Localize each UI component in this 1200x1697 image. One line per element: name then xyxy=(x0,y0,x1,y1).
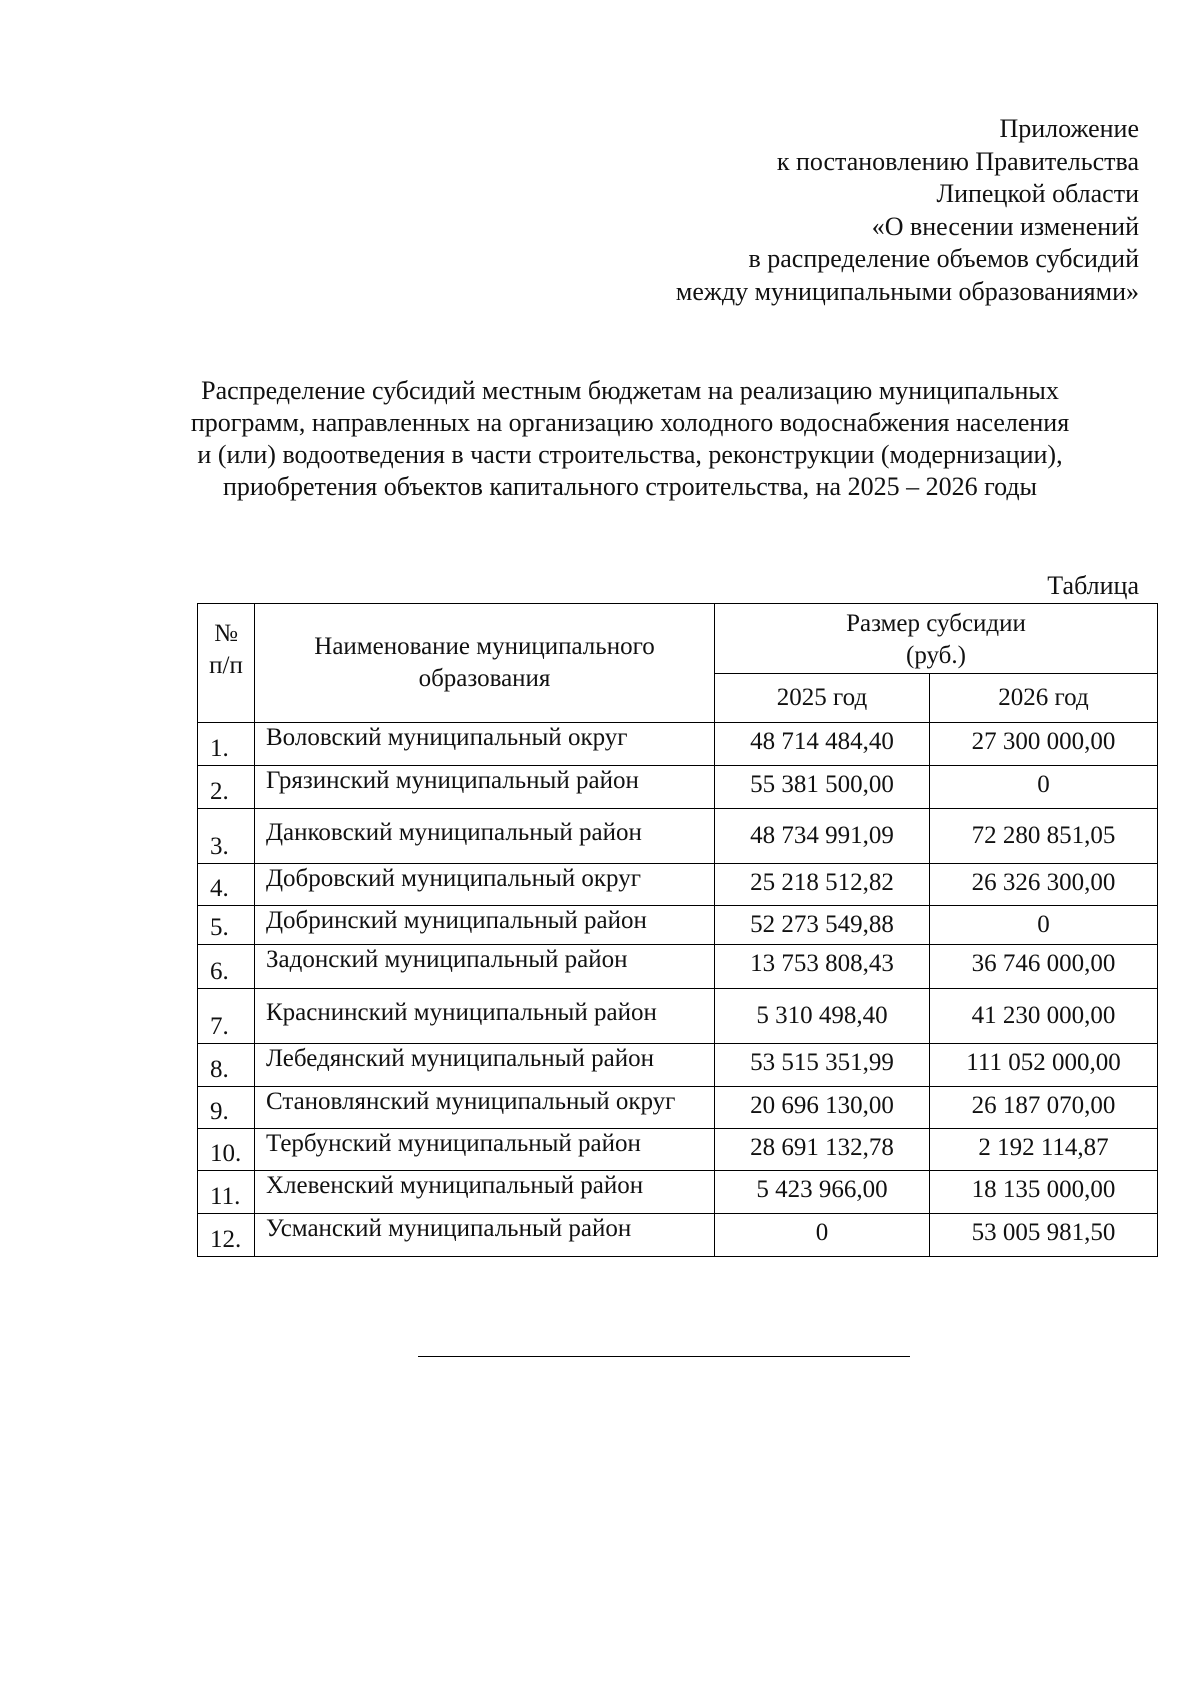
row-value-2025: 25 218 512,82 xyxy=(715,864,930,906)
row-value-2026: 0 xyxy=(930,766,1158,809)
title-line: программ, направленных на организацию холодного водоснабжения населения xyxy=(190,408,1070,437)
row-value-2025: 5 310 498,40 xyxy=(715,989,930,1044)
row-municipality: Задонский муниципальный район xyxy=(255,945,715,989)
table-row xyxy=(198,1044,1158,1087)
row-municipality: Становлянский муниципальный округ xyxy=(255,1087,715,1129)
row-municipality: Данковский муниципальный район xyxy=(255,809,715,864)
row-number: 10. xyxy=(198,1129,255,1171)
row-number: 1. xyxy=(198,723,255,766)
closing-line xyxy=(418,1356,910,1357)
appendix-block xyxy=(439,113,1139,308)
row-value-2025: 20 696 130,00 xyxy=(715,1087,930,1129)
appendix-line: к постановлению Правительства xyxy=(776,146,1139,176)
row-municipality: Лебедянский муниципальный район xyxy=(255,1044,715,1087)
row-municipality: Воловский муниципальный округ xyxy=(255,723,715,766)
row-number: 8. xyxy=(198,1044,255,1087)
row-value-2026: 2 192 114,87 xyxy=(930,1129,1158,1171)
row-municipality: Добровский муниципальный округ xyxy=(255,864,715,906)
table-row xyxy=(198,1171,1158,1214)
row-municipality: Краснинский муниципальный район xyxy=(255,989,715,1044)
appendix-line: «О внесении изменений xyxy=(871,211,1139,241)
row-value-2026: 26 326 300,00 xyxy=(930,864,1158,906)
row-value-2026: 0 xyxy=(930,906,1158,945)
table-row xyxy=(198,809,1158,864)
table-row xyxy=(198,723,1158,766)
row-value-2026: 53 005 981,50 xyxy=(930,1214,1158,1257)
header-year-2026: 2026 год xyxy=(930,674,1158,723)
table-caption: Таблица xyxy=(1047,571,1139,600)
row-value-2025: 48 734 991,09 xyxy=(715,809,930,864)
title-line: и (или) водоотведения в части строительства, реконструкции (модернизации), xyxy=(197,440,1063,469)
row-number: 11. xyxy=(198,1171,255,1214)
header-subsidy-line: Размер субсидии xyxy=(846,609,1026,637)
header-subsidy-line: (руб.) xyxy=(906,641,966,669)
table-row xyxy=(198,1087,1158,1129)
row-municipality: Грязинский муниципальный район xyxy=(255,766,715,809)
row-value-2026: 26 187 070,00 xyxy=(930,1087,1158,1129)
header-subsidy-size xyxy=(715,604,1158,674)
row-value-2025: 55 381 500,00 xyxy=(715,766,930,809)
row-number: 2. xyxy=(198,766,255,809)
row-value-2026: 36 746 000,00 xyxy=(930,945,1158,989)
row-value-2026: 41 230 000,00 xyxy=(930,989,1158,1044)
header-number-line: № xyxy=(214,620,238,647)
table-row xyxy=(198,1129,1158,1171)
row-municipality: Хлевенский муниципальный район xyxy=(255,1171,715,1214)
row-value-2025: 13 753 808,43 xyxy=(715,945,930,989)
row-value-2025: 5 423 966,00 xyxy=(715,1171,930,1214)
table-row xyxy=(198,989,1158,1044)
document-title xyxy=(120,375,1140,503)
row-number: 4. xyxy=(198,864,255,906)
row-value-2025: 28 691 132,78 xyxy=(715,1129,930,1171)
row-number: 3. xyxy=(198,809,255,864)
row-number: 6. xyxy=(198,945,255,989)
row-number: 12. xyxy=(198,1214,255,1257)
header-municipality-line: образования xyxy=(418,665,551,692)
header-municipality xyxy=(255,604,715,723)
row-number: 9. xyxy=(198,1087,255,1129)
row-value-2026: 27 300 000,00 xyxy=(930,723,1158,766)
row-number: 5. xyxy=(198,906,255,945)
header-municipality-line: Наименование муниципального xyxy=(314,633,655,660)
appendix-line: Липецкой области xyxy=(936,179,1139,208)
title-line: Распределение субсидий местным бюджетам на реализацию муниципальных xyxy=(201,376,1059,405)
appendix-line: в распределение объемов субсидий xyxy=(748,244,1139,273)
table-row xyxy=(198,906,1158,945)
header-number-line: п/п xyxy=(209,652,243,679)
table-row xyxy=(198,864,1158,906)
row-value-2025: 52 273 549,88 xyxy=(715,906,930,945)
row-value-2025: 0 xyxy=(715,1214,930,1257)
appendix-line: между муниципальными образованиями» xyxy=(675,276,1139,306)
table-row xyxy=(198,766,1158,809)
row-municipality: Тербунский муниципальный район xyxy=(255,1129,715,1171)
table-row xyxy=(198,1214,1158,1257)
appendix-line: Приложение xyxy=(999,114,1139,143)
row-value-2025: 48 714 484,40 xyxy=(715,723,930,766)
row-value-2026: 72 280 851,05 xyxy=(930,809,1158,864)
row-municipality: Добринский муниципальный район xyxy=(255,906,715,945)
row-value-2025: 53 515 351,99 xyxy=(715,1044,930,1087)
row-municipality: Усманский муниципальный район xyxy=(255,1214,715,1257)
header-year-2025: 2025 год xyxy=(715,674,930,723)
row-value-2026: 18 135 000,00 xyxy=(930,1171,1158,1214)
table-row xyxy=(198,945,1158,989)
row-number: 7. xyxy=(198,989,255,1044)
title-line: приобретения объектов капитального строительства, на 2025 – 2026 годы xyxy=(222,472,1038,501)
subsidy-table xyxy=(197,603,1158,1257)
row-value-2026: 111 052 000,00 xyxy=(930,1044,1158,1087)
header-number xyxy=(198,604,255,723)
